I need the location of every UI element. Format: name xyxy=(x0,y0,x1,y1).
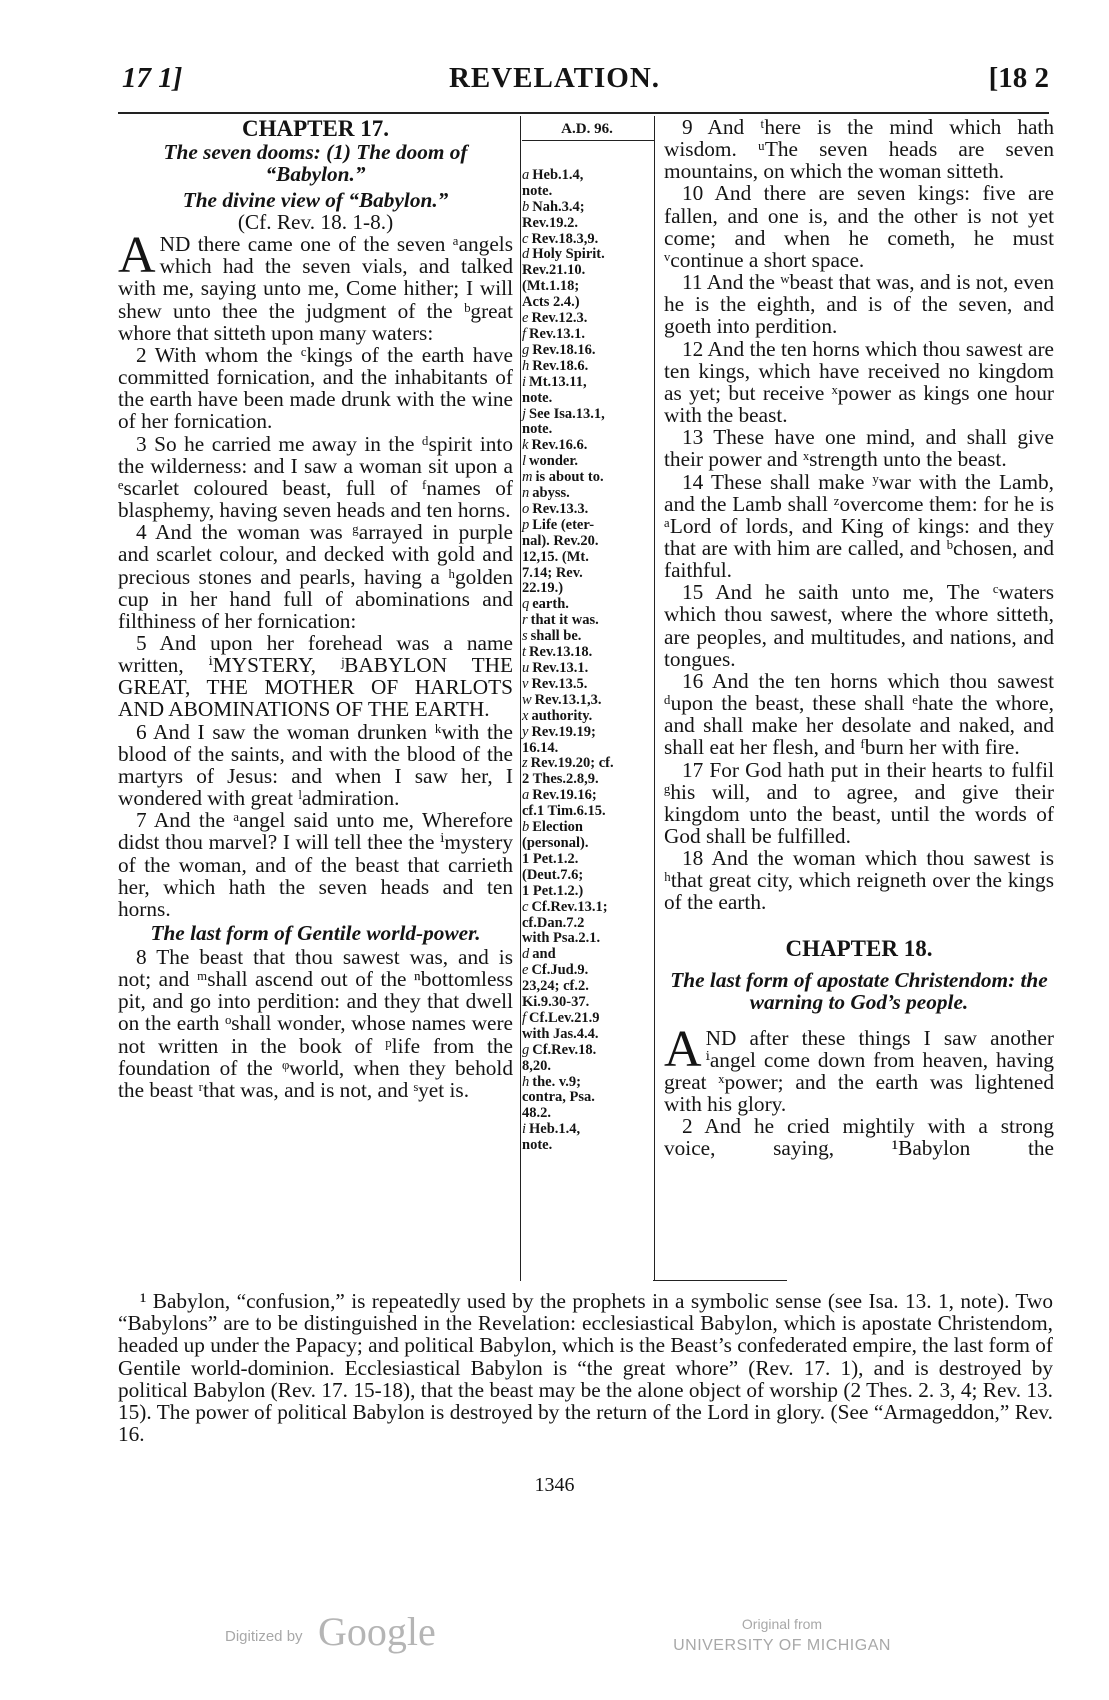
reference-letter: g xyxy=(522,341,530,358)
reference-letter: a xyxy=(522,787,530,804)
reference-list xyxy=(522,168,652,1154)
reference-text: Rev.12.3. xyxy=(531,310,588,327)
digitized-by-label: Digitized by xyxy=(225,1628,303,1645)
verse-17-9: 9 And ᵗhere is the mind which hath wisdom. ᵘThe seven heads are seven mountains, on which the woman sitteth. xyxy=(664,115,1054,184)
reference-letter: h xyxy=(522,1073,530,1090)
reference-text: Cf.Rev.18. 8,20. xyxy=(522,1041,597,1074)
verse-17-3: 3 So he carried me away in the ᵈspirit into the wilderness: and I saw a woman sit upon a ᵉscarlet coloured beast, full of ᶠnames of blasphemy, having seven heads and ten horns. xyxy=(118,431,513,523)
reference-text: Rev.13.3. xyxy=(532,500,589,517)
verse-17-10: 10 And there are seven kings: five are fallen, and one is, and the other is not yet come; and when he cometh, he must ᵛcontinue a short space. xyxy=(664,181,1054,272)
reference-letter: y xyxy=(522,723,529,740)
reference-letter: q xyxy=(522,596,530,613)
reference-text: Life (eter- nal). Rev.20. 12,15. (Mt. 7.14; Rev. 22.19.) xyxy=(522,516,599,597)
reference-text: Cf.Lev.21.9 with Jas.4.4. xyxy=(522,1009,600,1042)
header-chapter-verse-left: 17 1] xyxy=(122,62,183,94)
marginal-reference xyxy=(522,613,652,629)
verse-17-8: 8 The beast that thou sawest was, and is not; and ᵐshall ascend out of the ⁿbottomless pit, and go into perdition: and they that dwell on the earth ᵒshall wonder, whose names were not written in the book of ᵖlife from the foundation of the ᵠworld, when they behold the beast ʳthat was, and is not, and ˢyet is. xyxy=(118,945,513,1102)
verse-text: ND after these things I saw another ⁱangel come down from heaven, having great ˣpower; and the earth was lightened with his glory. xyxy=(664,1025,1054,1117)
section-heading-divine-view: The divine view of “Babylon.” xyxy=(182,188,449,212)
reference-letter: b xyxy=(522,198,530,215)
reference-letter: e xyxy=(522,962,529,979)
marginal-reference xyxy=(522,407,652,439)
reference-text: abyss. xyxy=(532,485,570,502)
reference-letter: z xyxy=(522,755,528,772)
right-text-column xyxy=(664,116,1054,1160)
reference-letter: g xyxy=(522,1041,530,1058)
reference-text: Rev.19.16; cf.1 Tim.6.15. xyxy=(522,787,606,820)
reference-text: Holy Spirit. Rev.21.10. (Mt.1.18; Acts 2.4.) xyxy=(522,246,605,311)
marginal-reference xyxy=(522,645,652,661)
reference-text: Rev.18.6. xyxy=(532,357,589,374)
reference-text: Rev.19.19; 16.14. xyxy=(522,723,596,756)
date-label: A.D. 96. xyxy=(561,121,613,137)
verse-17-5: 5 And upon her forehead was a name written, ⁱMYSTERY, ʲBABYLON THE GREAT, THE MOTHER OF HARLOTS AND ABOMINATIONS OF THE EARTH. xyxy=(118,630,513,722)
reference-letter: f xyxy=(522,1009,527,1026)
reference-text: Rev.18.3,9. xyxy=(531,230,599,247)
reference-letter: i xyxy=(522,373,527,390)
header-chapter-verse-right: [18 2 xyxy=(988,62,1049,94)
reference-letter: k xyxy=(522,437,529,454)
marginal-reference xyxy=(522,232,652,248)
marginal-reference xyxy=(522,359,652,375)
marginal-reference xyxy=(522,1011,652,1043)
reference-letter: j xyxy=(522,405,527,422)
marginal-reference xyxy=(522,168,652,200)
marginal-reference xyxy=(522,454,652,470)
marginal-reference xyxy=(522,947,652,963)
reference-text: is about to. xyxy=(535,469,604,486)
reference-text: wonder. xyxy=(529,453,579,470)
verse-17-2: 2 With whom the ᶜkings of the earth have committed fornication, and the inhabitants of the earth have been made drunk with the wine of her fornication. xyxy=(118,342,513,434)
chapter-17-subtitle: The seven dooms: (1) The doom of “Babylon.” xyxy=(163,140,468,186)
reference-text: Cf.Jud.9. 23,24; cf.2. Ki.9.30-37. xyxy=(522,962,590,1011)
reference-letter: c xyxy=(522,230,529,247)
reference-text: Rev.13.1,3. xyxy=(534,691,602,708)
cross-reference: (Cf. Rev. 18. 1-8.) xyxy=(237,210,394,234)
marginal-reference xyxy=(522,597,652,613)
reference-text: Heb.1.4, note. xyxy=(522,166,584,199)
reference-text: shall be. xyxy=(530,628,582,645)
reference-letter: h xyxy=(522,357,530,374)
header-rule xyxy=(118,112,1049,114)
verse-17-17: 17 For God hath put in their hearts to fulfil ᵍhis will, and to agree, and give their kingdom unto the beast, until the words of God shall be fulfilled. xyxy=(664,757,1054,848)
chapter-17-heading: CHAPTER 17. xyxy=(242,116,389,141)
verse-18-2: 2 And he cried mightily with a strong voice, saying, ¹Babylon the xyxy=(664,1114,1054,1161)
marginal-reference xyxy=(522,247,652,311)
reference-text: Heb.1.4, note. xyxy=(522,1121,581,1154)
reference-letter: s xyxy=(522,628,528,645)
marginal-reference xyxy=(522,311,652,327)
reference-text: that it was. xyxy=(530,612,599,629)
reference-letter: m xyxy=(522,469,533,486)
google-logo: Google xyxy=(318,1609,436,1654)
marginal-reference xyxy=(522,438,652,454)
marginal-references-column xyxy=(522,116,652,1154)
marginal-reference xyxy=(522,1075,652,1123)
marginal-reference xyxy=(522,470,652,486)
page-number: 1346 xyxy=(534,1474,575,1496)
marginal-reference xyxy=(522,661,652,677)
reference-text: earth. xyxy=(532,596,569,613)
marginal-reference xyxy=(522,756,652,788)
reference-letter: o xyxy=(522,500,530,517)
chapter-18-subtitle: The last form of apostate Christendom: the warning to God’s people. xyxy=(670,967,1048,1014)
reference-letter: w xyxy=(522,691,532,708)
reference-text: Rev.13.1. xyxy=(532,660,589,676)
reference-text: Rev.13.5. xyxy=(531,675,588,692)
reference-letter: d xyxy=(522,246,530,263)
header-book-title: REVELATION. xyxy=(448,62,661,94)
marginal-reference xyxy=(522,788,652,820)
verse-17-15: 15 And he saith unto me, The ᶜwaters which thou sawest, where the whore sitteth, are peoples, and multitudes, and nations, and tongues. xyxy=(664,580,1054,671)
verse-17-14: 14 These shall make ʸwar with the Lamb, and the Lamb shall ᶻovercome them: for he is ᵃLord of lords, and King of kings: and they that are with him are called, and ᵇchosen, and faithful. xyxy=(664,469,1054,583)
reference-text: and xyxy=(532,946,556,963)
column-divider-right xyxy=(654,116,655,1281)
reference-text: Rev.13.18. xyxy=(529,644,593,661)
marginal-reference xyxy=(522,709,652,725)
reference-letter: p xyxy=(522,516,530,533)
left-text-column xyxy=(118,116,513,1101)
marginal-reference xyxy=(522,1043,652,1075)
reference-text: the. v.9; contra, Psa. 48.2. xyxy=(522,1073,595,1122)
reference-text: Mt.13.11, note. xyxy=(522,373,587,406)
marginal-reference xyxy=(522,518,652,598)
marginal-reference xyxy=(522,375,652,407)
reference-letter: x xyxy=(522,707,529,724)
reference-letter: c xyxy=(522,898,529,915)
marginal-reference xyxy=(522,502,652,518)
marginal-reference xyxy=(522,693,652,709)
marginal-reference xyxy=(522,820,652,900)
marginal-reference xyxy=(522,677,652,693)
marginal-reference xyxy=(522,900,652,948)
reference-letter: e xyxy=(522,310,529,327)
marginal-reference xyxy=(522,327,652,343)
reference-letter: a xyxy=(522,166,530,183)
reference-text: Nah.3.4; Rev.19.2. xyxy=(522,198,585,231)
reference-letter: n xyxy=(522,485,530,502)
reference-text: authority. xyxy=(531,707,593,724)
chapter-18-heading: CHAPTER 18. xyxy=(785,935,933,961)
marginal-reference xyxy=(522,725,652,757)
marginal-reference xyxy=(522,963,652,1011)
reference-text: Cf.Rev.13.1; cf.Dan.7.2 with Psa.2.1. xyxy=(522,898,608,947)
verse-17-1 xyxy=(118,227,513,345)
verse-17-16: 16 And the ten horns which thou sawest ᵈupon the beast, these shall ᵉhate the whore, and shall make her desolate and naked, and shall eat her flesh, and ᶠburn her with fire. xyxy=(664,668,1054,760)
verse-17-11: 11 And the ʷbeast that was, and is not, even he is the eighth, and is of the seven, and goeth into perdition. xyxy=(664,270,1054,339)
reference-letter: r xyxy=(522,612,528,629)
verse-text: ND there came one of the seven ᵃangels which had the seven vials, and talked with me, saying unto me, Come hither; I will shew unto thee the judgment of the ᵇgreat whore that sitteth upon many waters: xyxy=(118,232,513,345)
reference-letter: v xyxy=(522,675,529,692)
institution-label: UNIVERSITY OF MICHIGAN xyxy=(673,1637,891,1654)
marginal-reference xyxy=(522,1122,652,1154)
reference-text: See Isa.13.1, note. xyxy=(522,405,605,438)
original-from-label: Original from xyxy=(741,1616,823,1632)
reference-text: Election (personal). 1 Pet.1.2. (Deut.7.6; 1 Pet.1.2.) xyxy=(522,819,589,899)
reference-letter: d xyxy=(522,946,530,963)
marginal-reference xyxy=(522,200,652,232)
reference-letter: u xyxy=(522,660,530,676)
footnote: ¹ Babylon, “confusion,” is repeatedly used by the prophets in a symbolic sense (see Isa. 13. 1, note). Two “Babylons” are to be distinguished in the Revelation: ecclesiastical Babylon, which is apostate Christendom, headed up under the Papacy; and political Babylon, which is the Beast’s confederated empire, the last form of Gentile world-dominion. Ecclesiastical Babylon is “the great whore” (Rev. 17. 1), and is destroyed by political Babylon (Rev. 17. 15-18), that the beast may be the alone object of worship (2 Thes. 2. 3, 4; Rev. 13. 15). The power of political Babylon is destroyed by the return of the Lord in glory. (See “Armageddon,” Rev. 16. xyxy=(118,1289,1053,1447)
marginal-reference xyxy=(522,629,652,645)
drop-cap: A xyxy=(664,1020,702,1078)
reference-letter: f xyxy=(522,325,527,342)
reference-text: Rev.16.6. xyxy=(531,437,588,454)
verse-18-1 xyxy=(664,1020,1054,1117)
reference-text: Rev.19.20; cf. 2 Thes.2.8,9. xyxy=(522,755,614,788)
drop-cap: A xyxy=(118,227,156,285)
reference-letter: i xyxy=(522,1121,527,1138)
verse-17-13: 13 These have one mind, and shall give their power and ˣstrength unto the beast. xyxy=(664,425,1054,472)
footnote-rule xyxy=(653,1280,787,1281)
verse-17-7: 7 And the ᵃangel said unto me, Wherefore didst thou marvel? I will tell thee the ⁱmystery of the woman, and of the beast that carrieth her, which hath the seven heads and ten horns. xyxy=(118,808,513,921)
section-heading-gentile-power: The last form of Gentile world-power. xyxy=(150,921,481,945)
verse-17-18: 18 And the woman which thou sawest is ʰthat great city, which reigneth over the kings of the earth. xyxy=(664,846,1054,915)
verse-17-4: 4 And the woman was ᵍarrayed in purple and scarlet colour, and decked with gold and precious stones and pearls, having a ʰgolden cup in her hand full of abominations and filthiness of her fornication: xyxy=(118,520,513,633)
reference-text: Rev.13.1. xyxy=(529,325,586,342)
reference-text: Rev.18.16. xyxy=(532,341,596,358)
verse-17-12: 12 And the ten horns which thou sawest are ten kings, which have received no kingdom as yet; but receive ˣpower as kings one hour with the beast. xyxy=(664,336,1054,428)
marginal-reference xyxy=(522,343,652,359)
reference-letter: l xyxy=(522,453,527,470)
verse-17-6: 6 And I saw the woman drunken ᵏwith the blood of the saints, and with the blood of the martyrs of Jesus: and when I saw her, I wondered with great ˡadmiration. xyxy=(118,719,513,811)
marginal-reference xyxy=(522,486,652,502)
column-divider-left xyxy=(520,116,521,1281)
reference-letter: b xyxy=(522,819,530,836)
reference-letter: t xyxy=(522,644,527,661)
